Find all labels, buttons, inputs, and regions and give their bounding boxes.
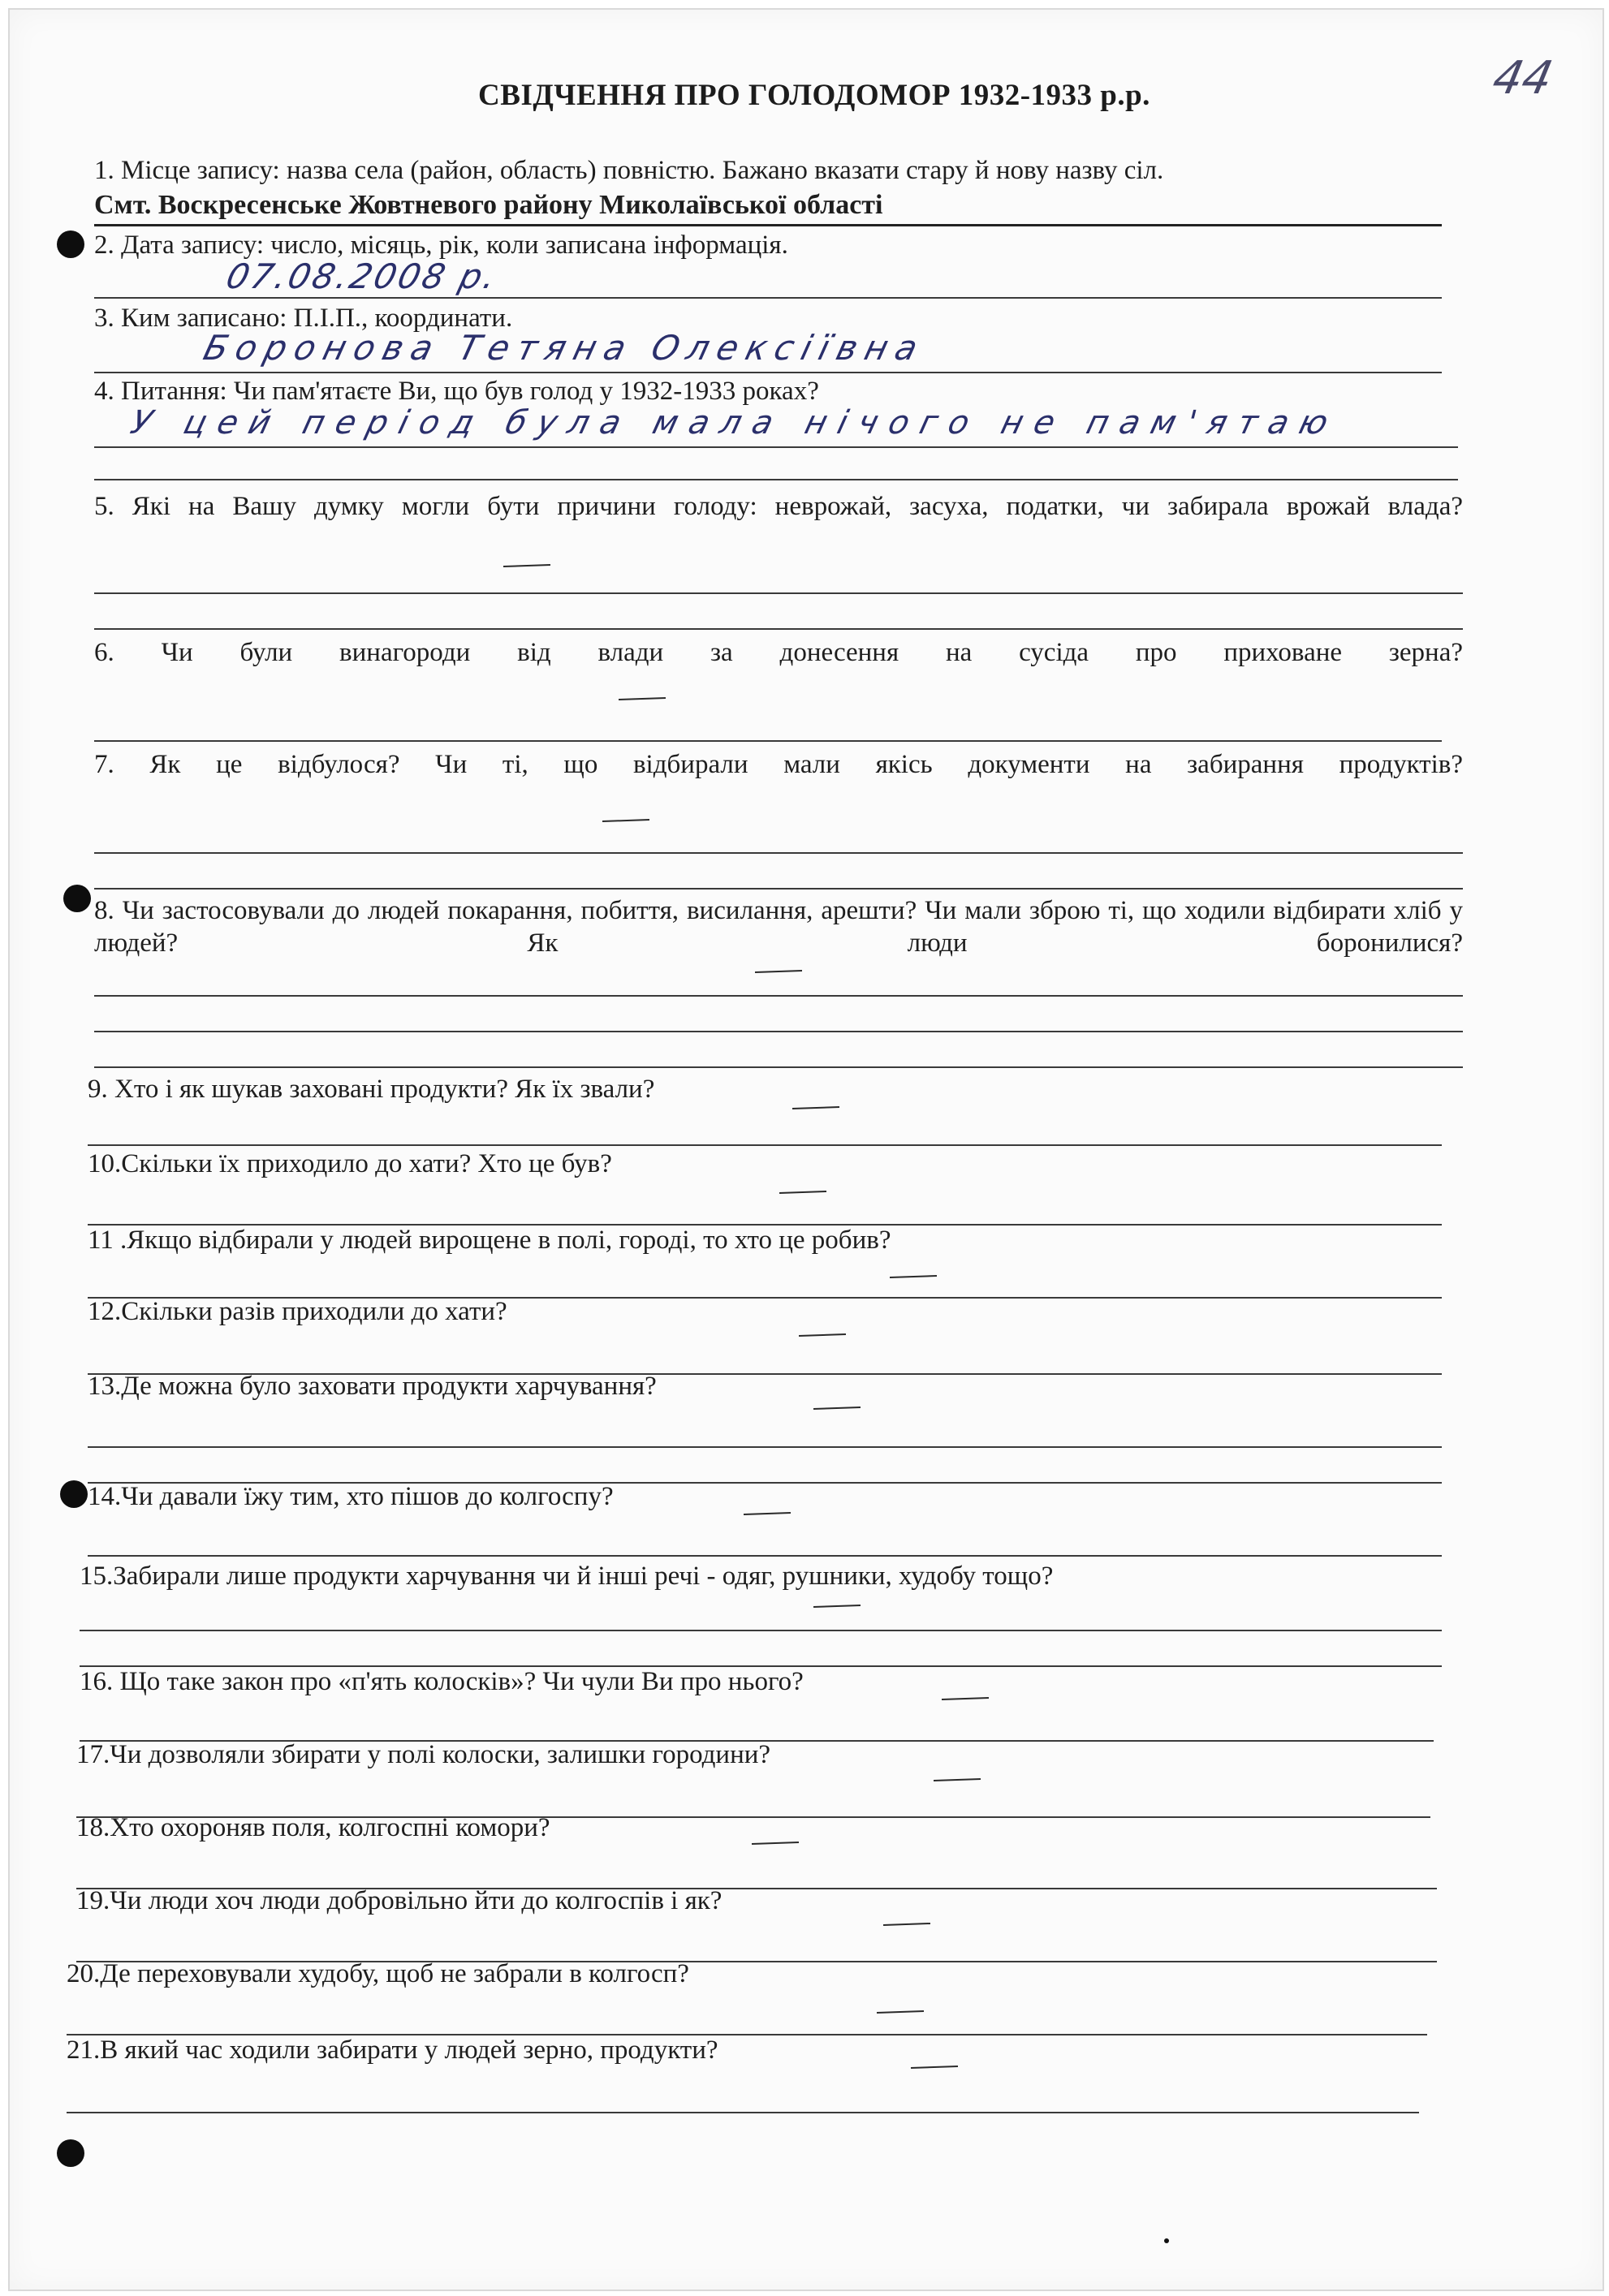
question-21: 21.В який час ходили забирати у людей зерно, продукти? (67, 2035, 718, 2065)
answer-dash (755, 970, 802, 973)
question-7: 7. Як це відбулося? Чи ті, що відбирали мали якісь документи на забирання продуктів? (94, 750, 1463, 779)
question-14: 14.Чи давали їжу тим, хто пішов до колгоспу? (88, 1482, 614, 1511)
answer-line (94, 995, 1463, 997)
answer-line (80, 1630, 1442, 1631)
question-15: 15.Забирали лише продукти харчування чи й інші речі - одяг, рушники, худобу тощо? (80, 1562, 1054, 1591)
answer-line (94, 888, 1463, 890)
question-12: 12.Скільки разів приходили до хати? (88, 1297, 507, 1326)
answer-recorded-by: Боронова Тетяна Олексіївна (199, 328, 930, 368)
question-9: 9. Хто і як шукав заховані продукти? Як їх звали? (88, 1075, 655, 1104)
question-13: 13.Де можна було заховати продукти харчування? (88, 1372, 657, 1401)
punch-hole (63, 885, 91, 912)
answer-line (94, 592, 1463, 594)
answer-line (94, 297, 1442, 299)
page-number: 44 (1488, 52, 1558, 105)
answer-place: Смт. Воскресенське Жовтневого району Миколаївської області (94, 190, 883, 220)
answer-line (94, 1031, 1463, 1032)
question-20: 20.Де переховували худобу, щоб не забрали в колгосп? (67, 1959, 689, 1988)
answer-line (88, 1144, 1442, 1146)
question-16: 16. Що таке закон про «п'ять колосків»? Чи чули Ви про нього? (80, 1667, 804, 1696)
document-sheet (8, 8, 1604, 2291)
answer-dash (890, 1275, 937, 1278)
answer-line (94, 1066, 1463, 1068)
answer-dash (799, 1333, 846, 1337)
punch-hole (57, 230, 84, 258)
answer-date: 07.08.2008 р. (222, 256, 503, 296)
question-1: 1. Місце запису: назва села (район, область) повністю. Бажано вказати стару й нову назву сіл. (94, 156, 1164, 185)
answer-line (94, 852, 1463, 854)
punch-hole (57, 2139, 84, 2167)
question-2: 2. Дата запису: число, місяць, рік, коли записана інформація. (94, 230, 788, 260)
question-11: 11 .Якщо відбирали у людей вирощене в полі, городі, то хто це робив? (88, 1226, 891, 1255)
answer-famine-memory: У цей період була мала нічого не пам'ятаю (127, 404, 1344, 442)
answer-line (88, 1446, 1442, 1448)
question-8: 8. Чи застосовували до людей покарання, побиття, висилання, арешти? Чи мали зброю ті, що ходили відбирати хліб у людей? Як люди боронилися? (94, 896, 1463, 958)
punch-hole (60, 1480, 88, 1508)
answer-line (94, 479, 1458, 480)
answer-line (88, 1555, 1442, 1557)
answer-line (94, 224, 1442, 226)
answer-dash (503, 564, 550, 567)
answer-dash (813, 1406, 861, 1410)
answer-dash (602, 819, 649, 822)
question-19: 19.Чи люди хоч люди добровільно йти до колгоспів і як? (76, 1886, 723, 1915)
question-5: 5. Які на Вашу думку могли бути причини голоду: неврожай, засуха, податки, чи забирала врожай влада? (94, 492, 1463, 521)
answer-dash (779, 1191, 826, 1194)
answer-line (67, 2112, 1419, 2113)
question-3: 3. Ким записано: П.І.П., координати. (94, 304, 513, 333)
question-10: 10.Скільки їх приходило до хати? Хто це був? (88, 1149, 612, 1178)
answer-dash (792, 1106, 839, 1109)
answer-dash (813, 1605, 861, 1608)
answer-dash (619, 697, 666, 700)
document-title: СВІДЧЕННЯ ПРО ГОЛОДОМОР 1932-1933 р.р. (478, 79, 1150, 112)
question-17: 17.Чи дозволяли збирати у полі колоски, залишки городини? (76, 1740, 771, 1769)
answer-line (94, 372, 1442, 373)
answer-line (94, 740, 1442, 742)
answer-dash (877, 2010, 924, 2014)
answer-dash (883, 1923, 930, 1926)
answer-dash (934, 1778, 981, 1781)
question-18: 18.Хто охороняв поля, колгоспні комори? (76, 1813, 550, 1842)
paper-speck (1164, 2238, 1169, 2243)
question-4: 4. Питання: Чи пам'ятаєте Ви, що був голод у 1932-1933 роках? (94, 377, 819, 406)
answer-line (94, 446, 1458, 448)
question-6: 6. Чи були винагороди від влади за донесення на сусіда про приховане зерна? (94, 638, 1463, 667)
answer-line (94, 628, 1463, 630)
